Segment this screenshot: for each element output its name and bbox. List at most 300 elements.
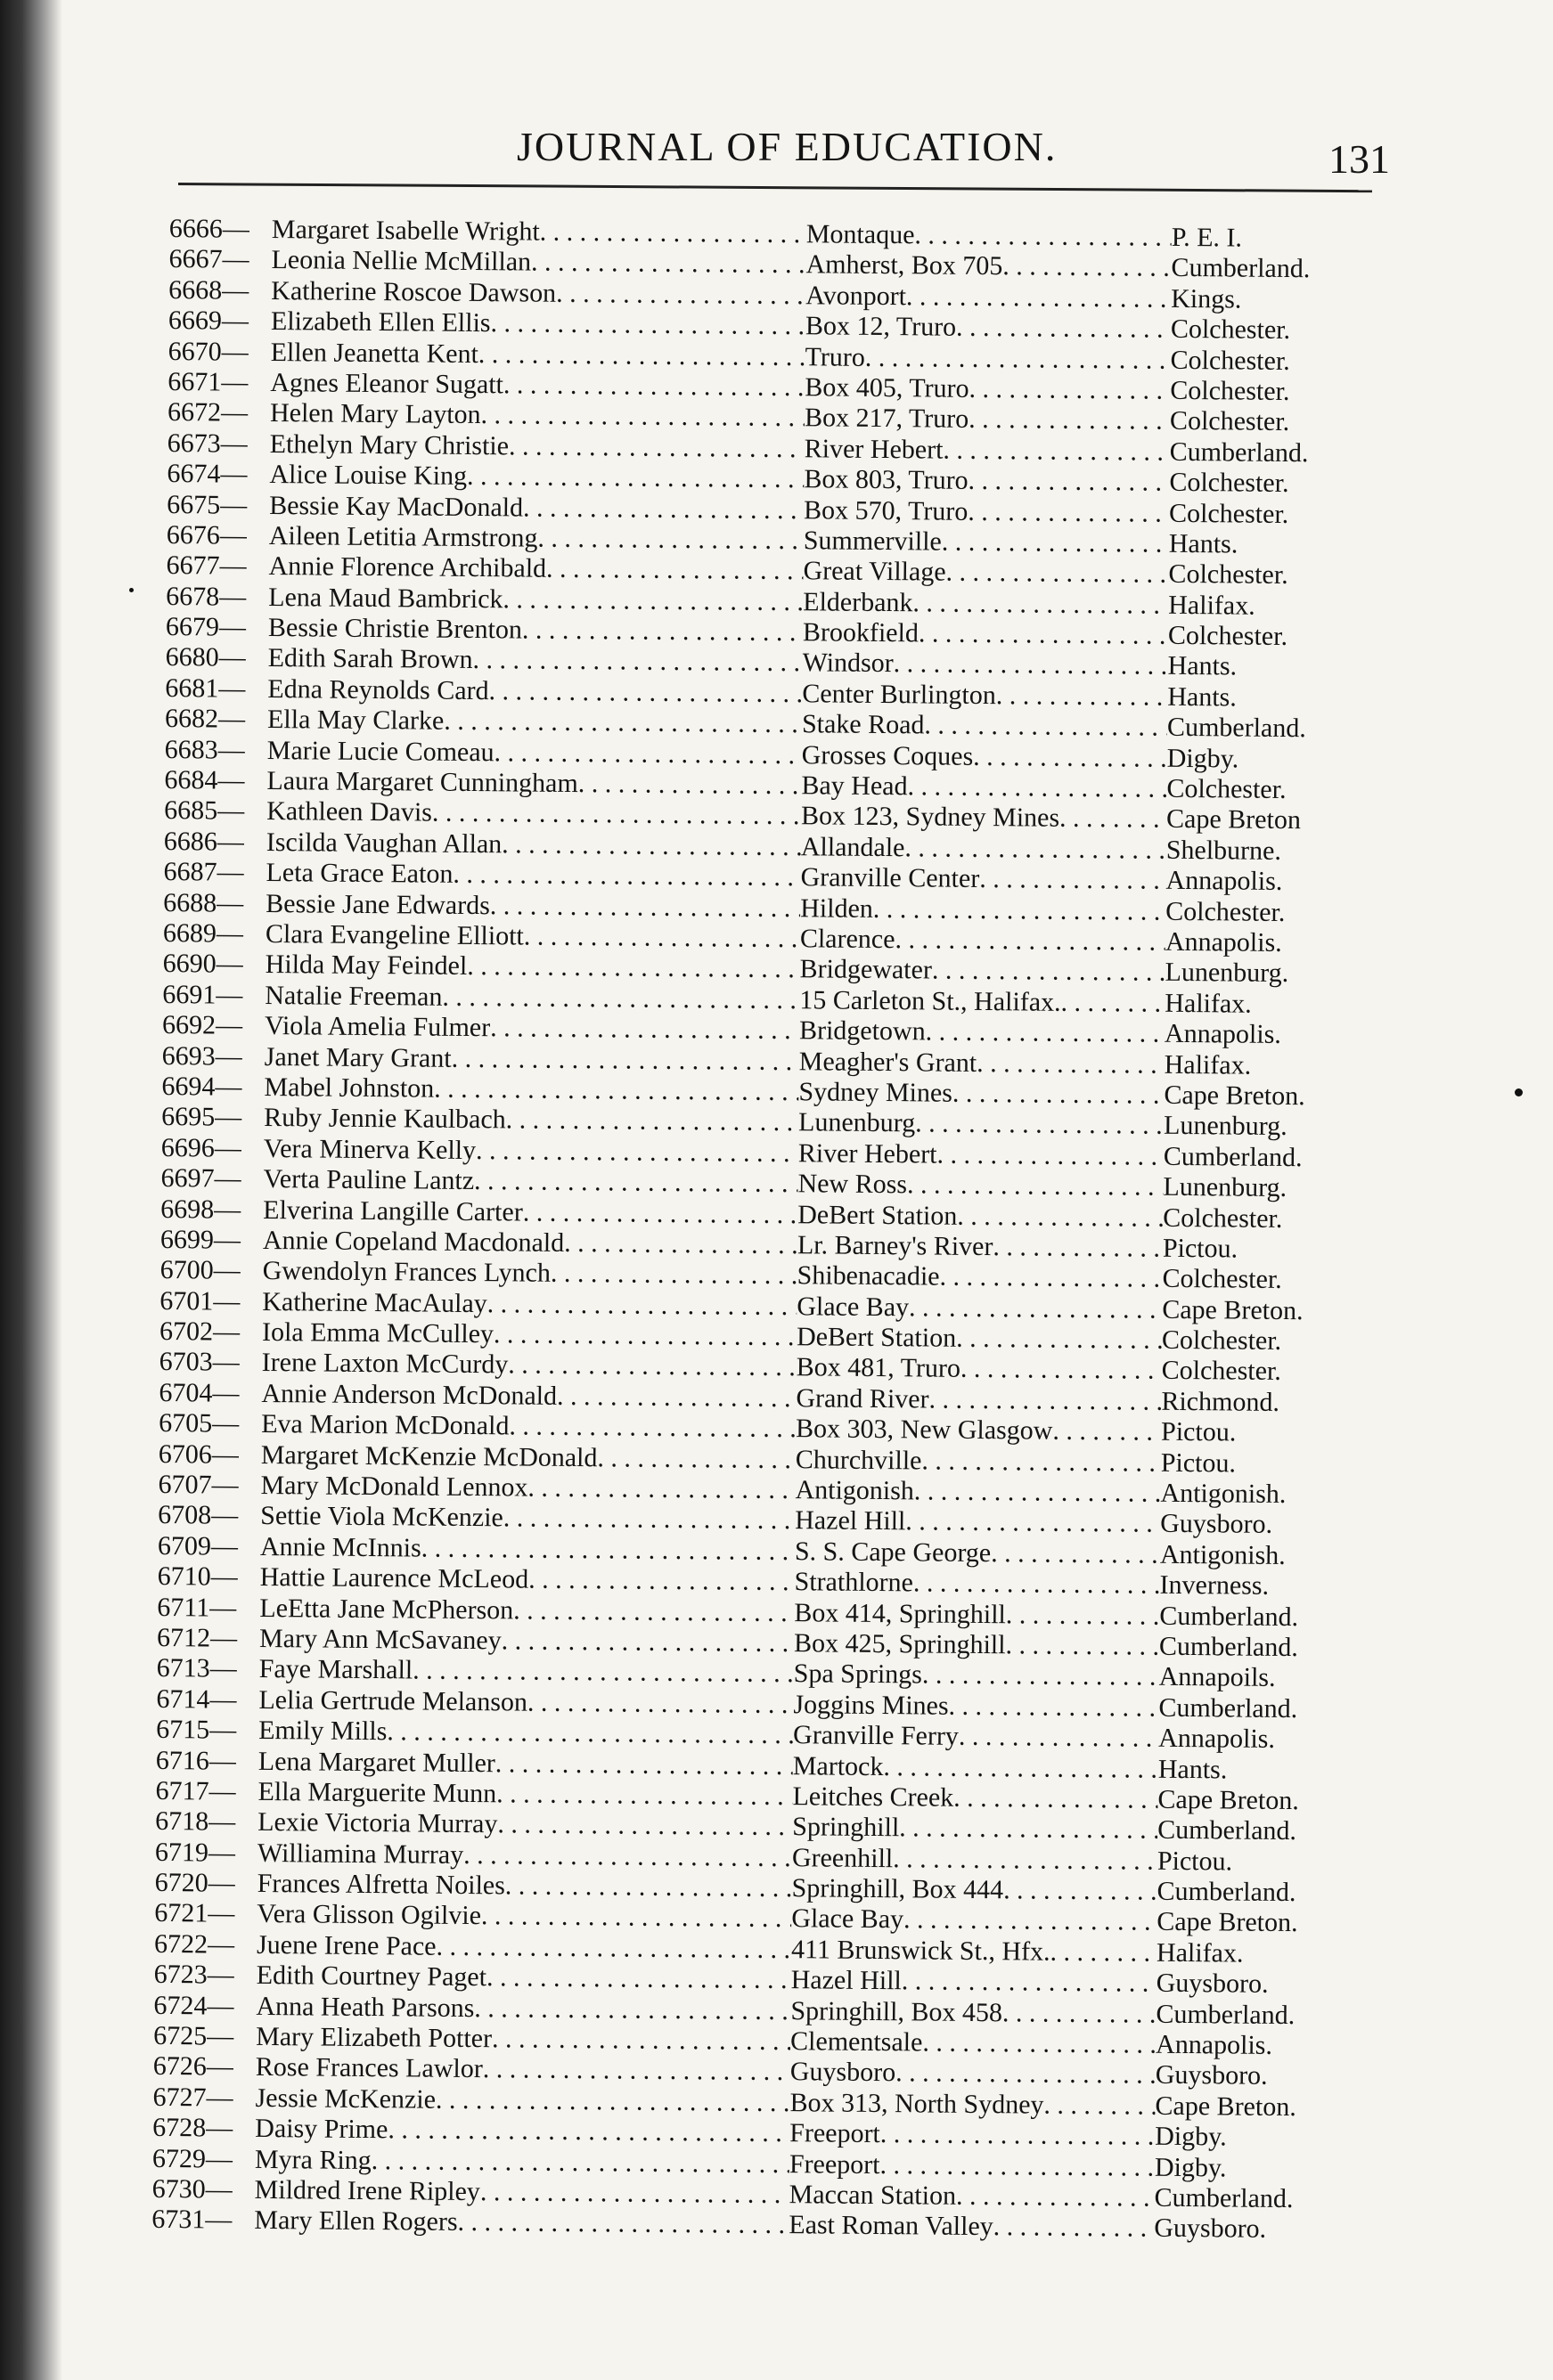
entry-county: P. E. I.: [1171, 222, 1243, 253]
leader-dots: [467, 951, 800, 985]
leader-dots: [508, 1350, 797, 1383]
entry-name: Bessie Christie Brenton: [267, 613, 523, 645]
address-cell: [799, 985, 1165, 1019]
address-cell: [803, 587, 1168, 621]
entry-address: Bay Head: [801, 770, 908, 802]
entry-name: Mabel Johnston: [264, 1072, 435, 1104]
name-cell: [257, 1869, 791, 1904]
leader-dots: [546, 554, 804, 587]
entry-county: Cumberland.: [1158, 1631, 1298, 1663]
entry-number: 6718—: [155, 1806, 236, 1838]
entry-county: Halifax.: [1168, 590, 1255, 621]
leader-dots: [492, 2024, 790, 2057]
entry-number: 6708—: [158, 1500, 239, 1531]
name-cell: [270, 368, 805, 403]
address-cell: [801, 802, 1166, 835]
entry-county: Hants.: [1157, 1754, 1228, 1784]
entry-name: Iola Emma McCulley: [261, 1317, 495, 1349]
entry-county: Lunenburg.: [1163, 1111, 1287, 1142]
entry-address: S. S. Cape George: [794, 1536, 992, 1568]
entry-number: 6671—: [168, 366, 249, 397]
entry-number: 6675—: [167, 489, 248, 520]
entry-name: Frances Alfretta Noiles: [257, 1869, 506, 1901]
entry-name: Margaret Isabelle Wright: [271, 215, 540, 247]
leader-dots: [523, 1197, 798, 1230]
leader-dots: [912, 588, 1168, 621]
entry-county: Colchester.: [1167, 620, 1288, 652]
address-cell: [789, 2149, 1155, 2183]
entry-number: 6686—: [163, 826, 244, 857]
entry-county: Richmond.: [1161, 1386, 1280, 1417]
name-cell: [262, 1317, 797, 1353]
print-speck: [129, 588, 134, 592]
entry-county: Digby.: [1166, 743, 1239, 774]
name-cell: [269, 521, 804, 557]
name-cell: [258, 1716, 793, 1751]
entry-address: Box 425, Springhill: [793, 1628, 1006, 1660]
entry-address: Box 313, North Sydney: [789, 2087, 1044, 2120]
name-cell: [259, 1654, 794, 1690]
address-cell: [792, 1781, 1157, 1815]
leader-dots: [578, 769, 802, 802]
address-cell: [796, 1383, 1161, 1417]
address-cell: [793, 1720, 1158, 1754]
entry-county: Cape Breton.: [1164, 1080, 1305, 1112]
leader-dots: [496, 1779, 793, 1812]
name-cell: [257, 1960, 791, 1996]
leader-dots: [894, 649, 1168, 682]
name-cell: [263, 1194, 797, 1230]
entry-name: LeEtta Jane McPherson: [259, 1593, 514, 1626]
entry-number: 6722—: [153, 1928, 235, 1960]
leader-dots: [936, 1139, 1164, 1172]
leader-dots: [893, 1844, 1157, 1877]
address-cell: [790, 1996, 1156, 2030]
address-cell: [799, 955, 1165, 989]
entry-county: Lunenburg.: [1163, 1171, 1287, 1203]
leader-dots: [921, 1446, 1161, 1479]
leader-dots: [564, 1228, 797, 1261]
address-cell: [795, 1475, 1160, 1509]
address-cell: [800, 862, 1165, 896]
entry-number: 6709—: [157, 1530, 239, 1561]
entry-number: 6727—: [152, 2082, 233, 2113]
entry-county: Halifax.: [1164, 1049, 1252, 1080]
entry-address: Center Burlington: [802, 679, 996, 710]
leader-dots: [957, 1201, 1163, 1233]
entry-county: Colchester.: [1161, 1356, 1281, 1387]
entry-county: Cape Breton.: [1157, 1784, 1299, 1816]
entry-county: Guysboro.: [1154, 2213, 1267, 2245]
entry-name: Mary Ellen Rogers: [254, 2205, 458, 2237]
leader-dots: [527, 1687, 794, 1720]
name-cell: [258, 1746, 793, 1781]
entry-address: Box 405, Truro: [805, 372, 969, 403]
entry-county: Colchester.: [1165, 896, 1286, 927]
entry-address: Leitches Creek: [792, 1781, 954, 1813]
leader-dots: [509, 1412, 796, 1445]
entry-address: Box 12, Truro: [805, 311, 957, 342]
leader-dots: [503, 584, 803, 617]
address-cell: [802, 740, 1167, 774]
entry-county: Guysboro.: [1155, 2060, 1268, 2091]
leader-dots: [436, 1932, 791, 1966]
entry-number: 6678—: [166, 581, 247, 612]
entry-county: Kings.: [1171, 283, 1242, 314]
leader-dots: [1003, 1875, 1157, 1907]
entry-number: 6706—: [158, 1439, 239, 1470]
address-cell: [805, 342, 1170, 376]
entry-name: Bessie Jane Edwards: [266, 888, 490, 920]
leader-dots: [556, 279, 805, 312]
entry-name: Lena Maud Bambrick: [268, 582, 503, 614]
leader-dots: [907, 771, 1166, 804]
entry-name: Ruby Jennie Kaulbach: [264, 1103, 506, 1135]
entry-name: Clara Evangeline Elliott: [265, 918, 525, 951]
name-cell: [264, 1103, 798, 1138]
entry-county: Inverness.: [1159, 1569, 1270, 1602]
entry-name: Mildred Irene Ripley: [254, 2174, 481, 2207]
address-cell: [794, 1659, 1159, 1693]
entry-name: Annie Copeland Macdonald: [262, 1225, 565, 1258]
entry-number: 6712—: [156, 1622, 238, 1653]
name-cell: [257, 1930, 791, 1966]
name-cell: [259, 1562, 794, 1598]
entry-address: Greenhill: [791, 1842, 894, 1873]
name-cell: [267, 705, 802, 740]
name-cell: [258, 1685, 793, 1721]
name-cell: [266, 919, 800, 955]
entry-number: 6679—: [165, 612, 247, 642]
leader-dots: [865, 342, 1171, 375]
name-cell: [261, 1440, 796, 1476]
leader-dots: [463, 1840, 792, 1874]
entry-county: Antigonish.: [1159, 1539, 1286, 1570]
entry-county: Cumberland.: [1157, 1815, 1297, 1846]
leader-dots: [956, 1324, 1162, 1356]
entry-number: 6683—: [164, 734, 245, 765]
entry-number: 6687—: [163, 857, 244, 887]
entry-number: 6694—: [161, 1071, 242, 1102]
address-cell: [805, 311, 1171, 345]
name-cell: [264, 1134, 798, 1170]
entry-name: Ella Marguerite Munn: [257, 1776, 497, 1809]
leader-dots: [956, 313, 1171, 346]
entry-address: Joggins Mines: [793, 1689, 949, 1721]
leader-dots: [1050, 1937, 1157, 1968]
name-cell: [267, 674, 802, 710]
entry-name: Mary McDonald Lennox: [260, 1470, 528, 1503]
entry-address: Maccan Station: [789, 2180, 957, 2211]
leader-dots: [528, 1565, 795, 1598]
name-cell: [271, 276, 805, 312]
name-cell: [255, 2083, 789, 2119]
entry-county: Pictou.: [1160, 1417, 1237, 1447]
entry-number: 6666—: [168, 214, 249, 244]
leader-dots: [372, 2146, 789, 2180]
address-cell: [800, 924, 1165, 958]
leader-dots: [956, 2181, 1155, 2213]
name-cell: [271, 245, 805, 281]
entry-number: 6698—: [160, 1194, 241, 1225]
leader-dots: [503, 370, 805, 403]
entry-number: 6703—: [159, 1347, 240, 1378]
address-cell: [799, 1047, 1165, 1080]
entry-name: Emily Mills: [258, 1716, 388, 1747]
leader-dots: [899, 1814, 1157, 1846]
address-cell: [791, 1873, 1157, 1907]
entry-name: Viola Amelia Fulmer: [264, 1011, 491, 1043]
entry-number: 6669—: [168, 306, 249, 336]
name-cell: [256, 2052, 790, 2088]
leader-dots: [387, 1716, 793, 1750]
entry-number: 6670—: [168, 336, 249, 367]
address-cell: [792, 1843, 1157, 1877]
entry-county: Annapolis.: [1155, 2029, 1273, 2060]
address-cell: [802, 679, 1167, 713]
name-cell: [270, 398, 805, 434]
entry-county: Cumberland.: [1159, 1601, 1299, 1632]
leader-dots: [495, 1748, 793, 1781]
leader-dots: [953, 1783, 1158, 1815]
entry-number: 6668—: [168, 274, 249, 306]
entry-name: Kathleen Davis: [266, 796, 433, 828]
leader-dots: [513, 1595, 794, 1628]
address-cell: [801, 770, 1166, 804]
address-cell: [798, 1077, 1164, 1111]
leader-dots: [1002, 1998, 1157, 2030]
entry-name: Lelia Gertrude Melanson: [258, 1684, 528, 1717]
entry-county: Lunenburg.: [1165, 958, 1289, 989]
entry-address: Springhill, Box 458: [790, 1995, 1003, 2027]
address-cell: [789, 2118, 1155, 2152]
leader-dots: [597, 1443, 796, 1475]
leader-dots: [926, 1017, 1165, 1050]
entry-county: Hants.: [1167, 651, 1238, 681]
name-cell: [257, 1838, 792, 1874]
leader-dots: [879, 2150, 1155, 2183]
leader-dots: [979, 864, 1166, 896]
leader-dots: [914, 220, 1172, 253]
entry-county: Cumberland.: [1171, 253, 1311, 284]
entry-name: Edith Sarah Brown: [267, 643, 473, 675]
leader-dots: [1005, 1630, 1159, 1662]
entry-number: 6700—: [159, 1255, 241, 1286]
name-cell: [265, 950, 799, 985]
entry-name: Anna Heath Parsons: [256, 1991, 475, 2023]
entry-number: 6695—: [161, 1102, 242, 1133]
entry-number: 6716—: [155, 1745, 236, 1776]
address-cell: [805, 434, 1170, 468]
entry-number: 6701—: [159, 1285, 241, 1316]
address-cell: [791, 1965, 1157, 1999]
leader-dots: [432, 798, 802, 832]
name-cell: [266, 766, 801, 802]
name-cell: [257, 1777, 792, 1813]
entry-number: 6730—: [151, 2173, 233, 2205]
name-cell: [260, 1471, 795, 1506]
address-cell: [800, 893, 1165, 927]
address-cell: [805, 403, 1170, 437]
entry-county: Colchester.: [1166, 773, 1287, 804]
entry-address: Allandale: [800, 832, 905, 863]
address-cell: [796, 1414, 1161, 1447]
leader-dots: [943, 435, 1170, 468]
entry-number: 6723—: [153, 1960, 234, 1990]
entry-address: Antigonish: [795, 1475, 915, 1506]
name-cell: [267, 736, 802, 771]
entry-county: Cumberland.: [1169, 436, 1309, 468]
page-number: 131: [1328, 136, 1390, 182]
entry-number: 6667—: [168, 244, 249, 275]
leader-dots: [968, 496, 1169, 528]
entry-number: 6689—: [162, 917, 244, 949]
entry-address: Brookfield: [802, 617, 920, 648]
address-cell: [804, 464, 1169, 498]
leader-dots: [895, 2058, 1156, 2091]
name-cell: [257, 1899, 791, 1935]
address-cell: [793, 1751, 1158, 1785]
address-cell: [790, 2026, 1156, 2060]
entry-county: Colchester.: [1169, 467, 1289, 499]
address-cell: [797, 1200, 1163, 1234]
entry-number: 6692—: [161, 1010, 243, 1040]
entry-number: 6719—: [154, 1837, 236, 1868]
entry-number: 6720—: [154, 1868, 235, 1898]
address-cell: [801, 832, 1166, 866]
entry-address: Box 303, New Glasgow: [795, 1414, 1053, 1446]
entry-county: Halifax.: [1156, 1937, 1244, 1968]
entry-name: Edith Courtney Paget: [256, 1960, 487, 1993]
entry-address: Meagher's Grant: [798, 1046, 977, 1078]
name-cell: [265, 1042, 799, 1078]
leader-dots: [906, 281, 1172, 314]
leader-dots: [505, 1871, 792, 1903]
leader-dots: [939, 1262, 1162, 1295]
leader-dots: [467, 461, 805, 495]
leader-dots: [478, 339, 805, 373]
entry-name: Settie Viola McKenzie: [260, 1501, 503, 1533]
entry-address: Box 123, Sydney Mines: [800, 801, 1060, 834]
entry-county: Pictou.: [1160, 1447, 1237, 1479]
entry-address: River Hebert: [797, 1137, 937, 1170]
entry-county: Colchester.: [1168, 559, 1288, 591]
entry-address: 15 Carleton St., Halifax.: [799, 984, 1061, 1017]
entry-number: 6693—: [161, 1040, 242, 1072]
entry-address: Clementsale: [789, 2026, 923, 2058]
leader-dots: [903, 1905, 1157, 1938]
name-cell: [263, 1164, 797, 1200]
leader-dots: [968, 466, 1169, 498]
entry-name: Natalie Freeman: [265, 980, 443, 1012]
entry-address: Grosses Coques: [801, 739, 974, 771]
entry-address: Windsor: [802, 648, 894, 679]
name-cell: [261, 1379, 796, 1414]
name-cell: [255, 2145, 789, 2180]
address-cell: [805, 250, 1171, 284]
leader-dots: [942, 526, 1169, 559]
leader-dots: [527, 1473, 795, 1506]
leader-dots: [1059, 803, 1166, 835]
entry-county: Cumberland.: [1158, 1692, 1298, 1724]
address-cell: [805, 281, 1171, 314]
name-cell: [268, 551, 803, 587]
leader-dots: [557, 1382, 797, 1414]
entry-number: 6704—: [159, 1377, 240, 1408]
entry-name: Lena Margaret Muller: [257, 1746, 495, 1778]
entry-number: 6702—: [159, 1316, 241, 1347]
leader-dots: [494, 738, 801, 770]
entry-county: Annapolis.: [1164, 1018, 1281, 1050]
entry-address: Box 803, Truro: [804, 464, 969, 495]
address-cell: [797, 1169, 1163, 1202]
entry-county: Hants.: [1167, 681, 1237, 713]
leader-dots: [537, 524, 804, 557]
leader-dots: [924, 711, 1167, 744]
leader-dots: [913, 1569, 1160, 1602]
header-rule: [178, 183, 1372, 192]
entry-name: Agnes Eleanor Sugatt: [270, 367, 504, 400]
leader-dots: [452, 1043, 799, 1077]
entry-number: 6673—: [167, 428, 248, 459]
entry-number: 6729—: [151, 2143, 233, 2174]
leader-dots: [481, 1902, 792, 1935]
name-cell: [264, 1072, 798, 1108]
entry-address: Montaque: [805, 219, 915, 250]
entry-name: Myra Ring: [254, 2144, 372, 2175]
entry-address: Box 481, Truro: [796, 1352, 961, 1384]
entry-name: Hattie Laurence McLeod: [259, 1562, 529, 1594]
entry-address: Hilden: [800, 892, 874, 924]
entry-county: Cape Breton.: [1155, 2091, 1296, 2122]
leader-dots: [509, 431, 805, 464]
leader-dots: [932, 956, 1165, 989]
entry-address: Spa Springs: [793, 1659, 923, 1690]
name-cell: [260, 1501, 795, 1536]
entry-name: Bessie Kay MacDonald: [269, 490, 524, 522]
entry-number: 6707—: [158, 1469, 239, 1500]
name-cell: [266, 858, 800, 893]
leader-dots: [506, 1105, 799, 1138]
address-cell: [795, 1536, 1160, 1570]
leader-dots: [919, 618, 1168, 651]
leader-dots: [895, 925, 1165, 958]
leader-dots: [1002, 252, 1171, 284]
leader-dots: [476, 1136, 798, 1170]
address-cell: [802, 709, 1167, 743]
entry-number: 6731—: [151, 2205, 233, 2236]
leader-dots: [915, 1109, 1164, 1142]
leader-dots: [497, 1810, 792, 1843]
address-cell: [804, 526, 1169, 559]
entry-address: DeBert Station: [797, 1199, 958, 1231]
entry-number: 6714—: [156, 1683, 237, 1715]
entry-county: Colchester.: [1170, 345, 1290, 376]
entry-name: Edna Reynolds Card: [267, 673, 489, 706]
entry-number: 6717—: [155, 1775, 236, 1806]
entry-county: Annapoils.: [1158, 1662, 1276, 1693]
entry-number: 6691—: [162, 979, 243, 1010]
entry-name: Vera Minerva Kelly: [263, 1133, 477, 1165]
entry-name: Lexie Victoria Murray: [257, 1807, 498, 1839]
entry-name: Laura Margaret Cunningham: [266, 766, 578, 799]
entry-address: Elderbank: [803, 586, 913, 617]
entry-number: 6721—: [154, 1898, 235, 1929]
entry-county: Cape Breton.: [1157, 1907, 1298, 1938]
leader-dots: [991, 1538, 1160, 1570]
name-cell: [265, 1011, 799, 1047]
entry-address: Box 570, Truro: [803, 494, 969, 526]
